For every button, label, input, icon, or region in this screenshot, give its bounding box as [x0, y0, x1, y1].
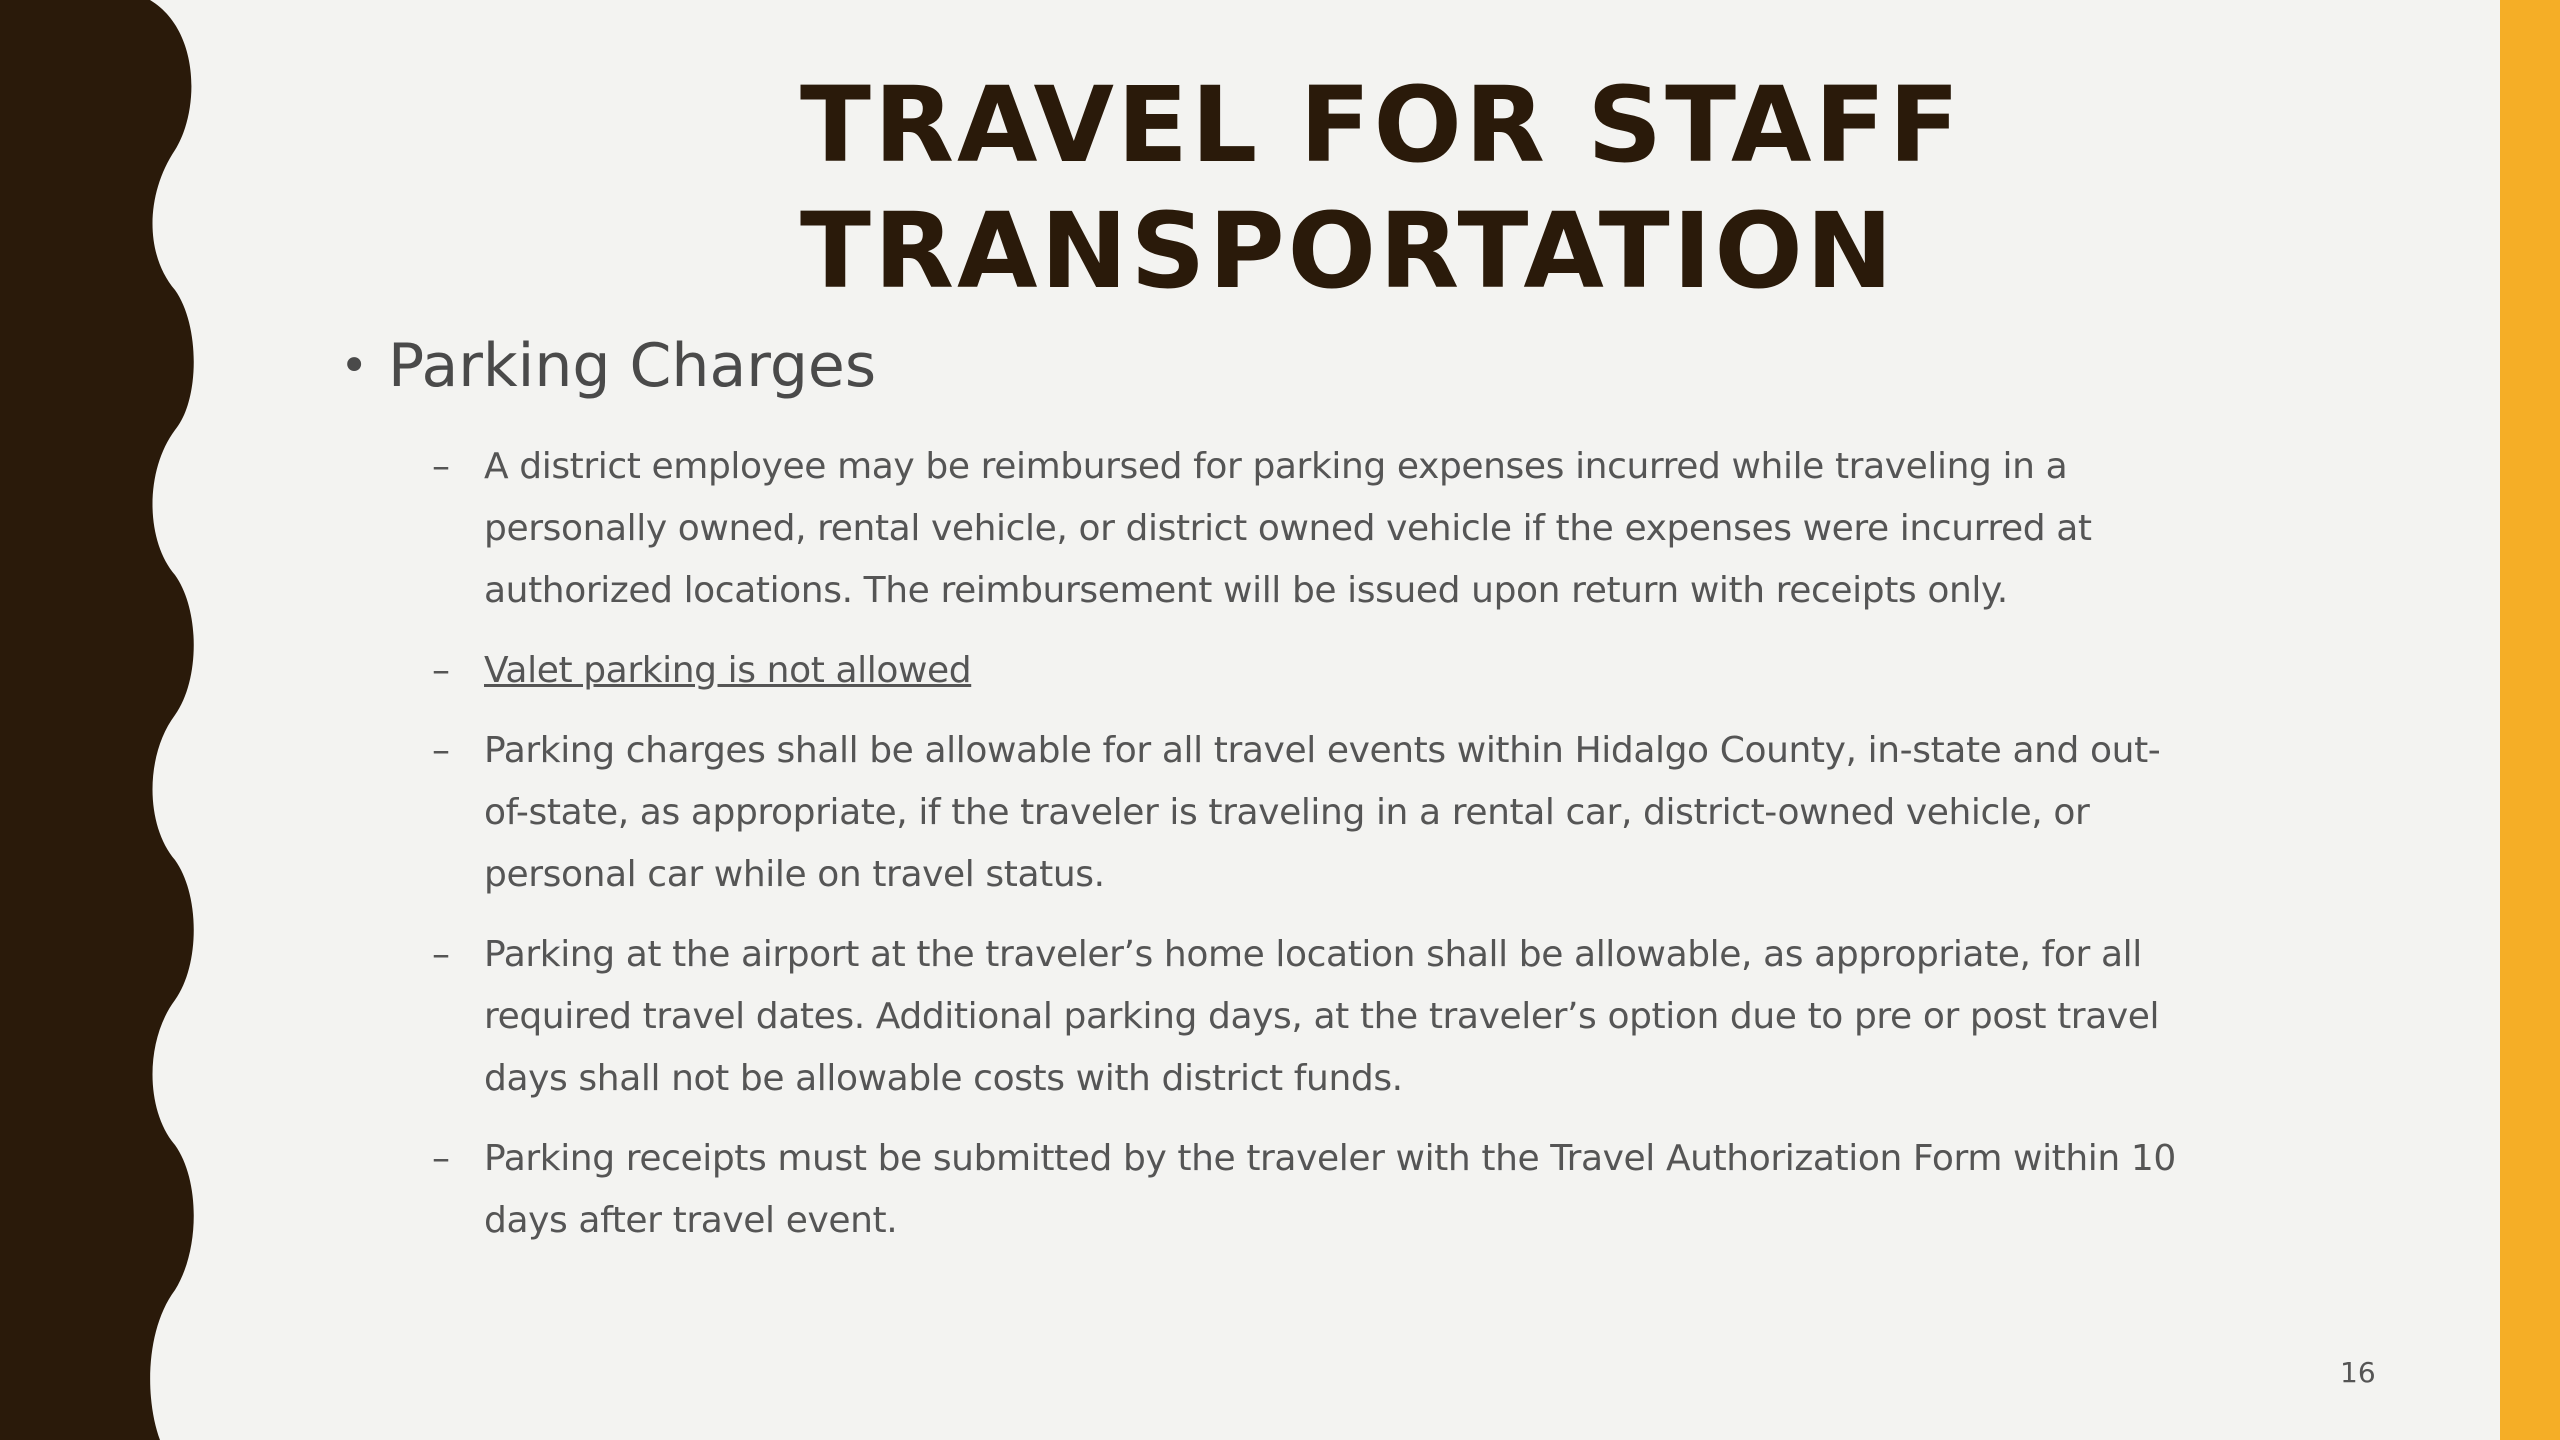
list-item-text: Parking charges shall be allowable for all travel events within Hidalgo County, in-state and out-of-state, as appropriate, if the traveler is traveling in a rental car, district-owned vehicle, or personal car while on travel status.	[484, 730, 2161, 895]
bullet-heading	[340, 326, 876, 406]
list-item-text: Valet parking is not allowed	[484, 650, 972, 691]
list-item-text: A district employee may be reimbursed for parking expenses incurred while traveling in a personally owned, rental vehicle, or district owned vehicle if the expenses were incurred at authorized locations. The reimbursement will be issued upon return with receipts only.	[484, 446, 2092, 611]
bullet-heading-text: Parking Charges	[388, 331, 877, 401]
title-line-1: TRAVEL FOR STAFF	[800, 64, 1963, 186]
bullet-dot-icon: •	[340, 338, 369, 394]
dash-icon: –	[432, 934, 450, 975]
list-item	[432, 436, 2192, 622]
page-number: 16	[2340, 1356, 2376, 1389]
sub-bullet-list	[432, 436, 2192, 1270]
list-item	[432, 720, 2192, 906]
list-item	[432, 1128, 2192, 1252]
left-wave-band	[0, 0, 200, 1440]
list-item	[432, 924, 2192, 1110]
list-item	[432, 640, 2192, 702]
list-item-text: Parking receipts must be submitted by the traveler with the Travel Authorization Form within 10 days after travel event.	[484, 1138, 2176, 1241]
right-accent-bar	[2500, 0, 2560, 1440]
list-item-text: Parking at the airport at the traveler’s home location shall be allowable, as appropriate, for all required travel dates. Additional parking days, at the traveler’s option due to pre or post travel days shall not be allowable costs with district funds.	[484, 934, 2160, 1099]
title-line-2: TRANSPORTATION	[800, 190, 1896, 312]
dash-icon: –	[432, 446, 450, 487]
dash-icon: –	[432, 650, 450, 691]
slide-title	[800, 62, 1963, 314]
dash-icon: –	[432, 730, 450, 771]
dash-icon: –	[432, 1138, 450, 1179]
